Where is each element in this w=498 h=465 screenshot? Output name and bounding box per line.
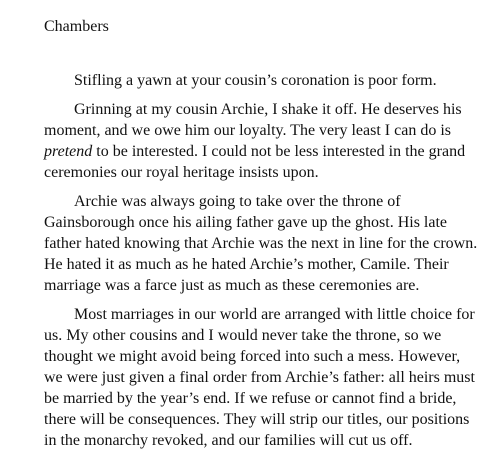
p3-line-5: Camile. Their marriage was a farce just as much as these	[44, 256, 449, 294]
p4-line-5: father: all heirs must be married by the year’s end. If we refuse	[44, 369, 475, 407]
body-text	[44, 70, 480, 459]
p1-line-1: Stifling a yawn at your cousin’s coronation is poor form.	[74, 72, 437, 89]
running-header: Chambers	[44, 18, 109, 35]
paragraph-3	[44, 191, 480, 296]
p2-line-2: his moment, and we owe him our loyalty. The very least I can	[44, 101, 462, 139]
p4-line-8: families will cut us off.	[263, 432, 413, 449]
p4-line-6: or cannot find a bride, there will be consequences. They will	[44, 390, 457, 428]
p3-line-3: father hated knowing that Archie was the next in line for the	[44, 235, 430, 252]
p4-line-4: mess. However, we were just given a final order from Archie’s	[44, 348, 461, 386]
p2-line-3-after: to be interested. I could not be less interested in	[92, 143, 402, 160]
p4-line-3: throne, so we thought we might avoid being forced into such a	[44, 327, 442, 365]
paragraph-4	[44, 304, 480, 451]
p4-line-2: choice for us. My other cousins and I would never take the	[44, 306, 475, 344]
p4-line-1: Most marriages in our world are arranged with little	[74, 306, 407, 323]
p2-line-3-before: do is	[420, 122, 452, 139]
p2-line-1: Grinning at my cousin Archie, I shake it off. He deserves	[74, 101, 439, 118]
p3-line-6: ceremonies are.	[319, 277, 420, 294]
p4-line-7: strip our titles, our positions in the monarchy revoked, and our	[44, 411, 470, 449]
p3-line-2: Gainsborough once his ailing father gave up the ghost. His late	[44, 214, 448, 231]
emphasis-pretend: pretend	[44, 143, 93, 160]
p2-line-4: the grand ceremonies our royal heritage insists upon.	[44, 143, 466, 181]
p3-line-1: Archie was always going to take over the throne of	[74, 193, 401, 210]
paragraph-1	[44, 70, 480, 91]
paragraph-2	[44, 99, 480, 183]
p3-line-4: crown. He hated it as much as he hated Archie’s mother,	[44, 235, 478, 273]
